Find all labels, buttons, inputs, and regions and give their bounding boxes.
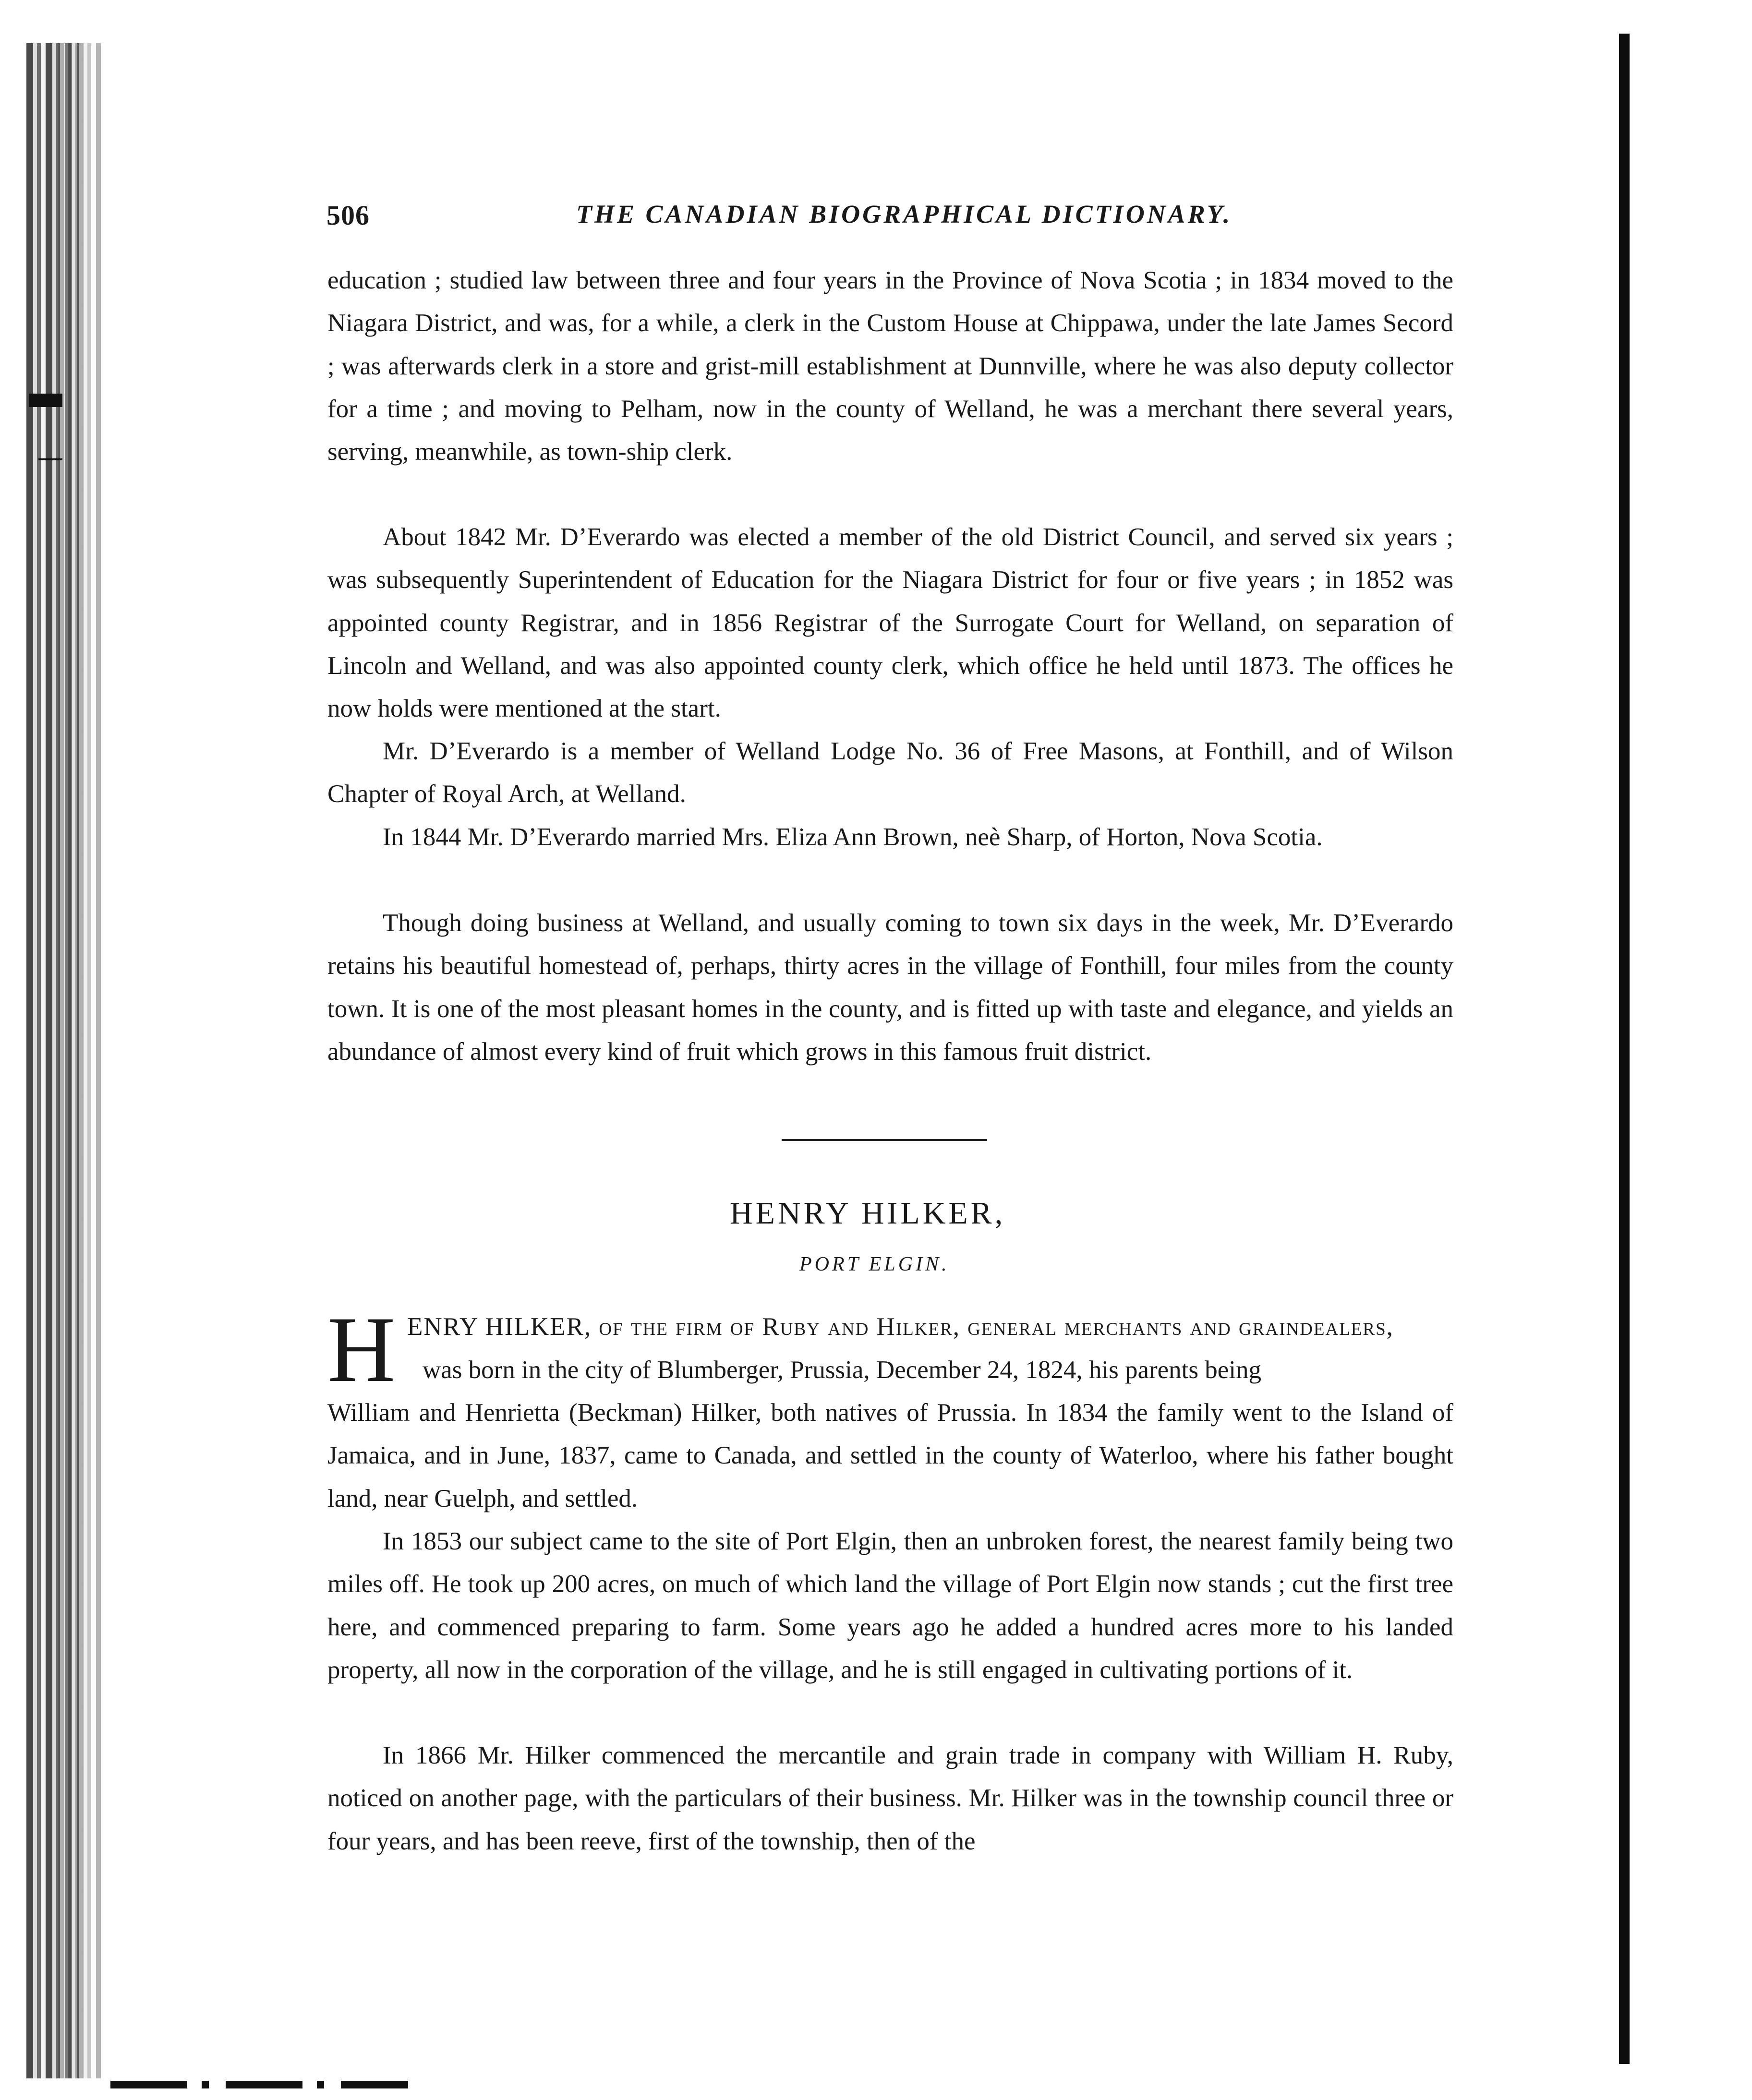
paragraph-prev-1: education ; studied law between three and four years in the Province of Nova Scotia ; in 1834 moved to the Niagara District, and was, for a while, a clerk in the Custom House at Chippawa, under the late James Secord ; was afterwards clerk in a store and grist-mill establishment at Dunnville, where he was also deputy collector for a time ; and moving to Pelham, now in the county of Welland, he was a merchant there several years, serving, meanwhile, as town-ship clerk. — [327, 266, 1453, 466]
paragraph-prev-3: Mr. D’Everardo is a member of Welland Lodge No. 36 of Free Masons, at Fonthill, and of Wilson Chapter of Royal Arch, at Welland. — [327, 737, 1453, 808]
binding-shadow-light — [58, 43, 101, 2078]
article-heading: HENRY HILKER, — [730, 1196, 1006, 1231]
paragraph-prev-2: About 1842 Mr. D’Everardo was elected a member of the old District Council, and served six years ; was subsequently Superintendent of Education for the Niagara District for four or five years ; in 1852 was appointed county Registrar, and in 1856 Registrar of the Surrogate Court for Welland, on separation of Lincoln and Welland, and was also appointed county clerk, which office he held until 1873. The offices he now holds were mentioned at the start. — [327, 523, 1453, 723]
scan-tick — [29, 394, 62, 407]
paragraph-prev-4: In 1844 Mr. D’Everardo married Mrs. Eliza Ann Brown, neè Sharp, of Horton, Nova Scotia. — [383, 823, 1323, 851]
section-divider — [782, 1139, 987, 1141]
article-paragraph-1-rest: William and Henrietta (Beckman) Hilker, both natives of Prussia. In 1834 the family went to the Island of Jamaica, and in June, 1837, came to Canada, and settled in the county of Waterloo, where his father bought land, near Guelph, and settled. — [327, 1399, 1453, 1512]
scan-tick — [38, 458, 62, 460]
running-title: THE CANADIAN BIOGRAPHICAL DICTIONARY. — [576, 200, 1232, 228]
paragraph-prev-5: Though doing business at Welland, and usually coming to town six days in the week, Mr. D’Everardo retains his beautiful homestead of, perhaps, thirty acres in the village of Fonthill, four miles from the county town. It is one of the most pleasant homes in the county, and is fitted up with taste and elegance, and yields an abundance of almost every kind of fruit which grows in this famous fruit district. — [327, 909, 1453, 1066]
scan-edge-bar — [1619, 34, 1630, 2064]
drop-cap: H — [327, 1297, 396, 1402]
running-header — [326, 199, 1452, 242]
article-paragraph-3: In 1866 Mr. Hilker commenced the mercantile and grain trade in company with William H. Ruby, noticed on another page, with the particulars of their business. Mr. Hilker was in the township council three or four years, and has been reeve, first of the township, then of the — [327, 1741, 1453, 1855]
article-paragraph-2: In 1853 our subject came to the site of Port Elgin, then an unbroken forest, the nearest family being two miles off. He took up 200 acres, on much of which land the village of Port Elgin now stands ; cut the first tree here, and commenced preparing to farm. Some years ago he added a hundred acres more to his landed property, all now in the corporation of the village, and he is still engaged in cultivating portions of it. — [327, 1527, 1453, 1684]
article-first-line-text: ENRY HILKER, of the firm of Ruby and Hilker, general merchants and graindealers, — [407, 1313, 1394, 1341]
scan-bottom-marks — [110, 2081, 408, 2088]
page-number: 506 — [326, 200, 370, 231]
article-first-line — [407, 1306, 1453, 1348]
article-location: PORT ELGIN. — [799, 1253, 950, 1275]
article-second-line: was born in the city of Blumberger, Prussia, December 24, 1824, his parents being — [423, 1356, 1262, 1384]
